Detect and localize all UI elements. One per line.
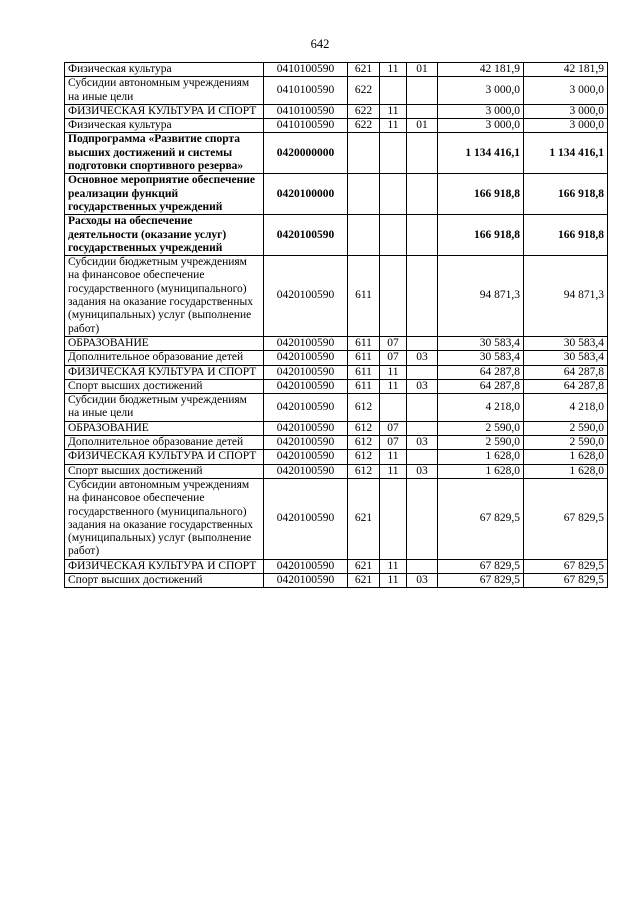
subsection-code	[407, 133, 438, 174]
section-code	[380, 133, 407, 174]
amount-year-2: 30 583,4	[524, 351, 608, 365]
table-row	[65, 119, 608, 133]
expense-type: 611	[348, 256, 380, 337]
row-name: ФИЗИЧЕСКАЯ КУЛЬТУРА И СПОРТ	[65, 559, 264, 573]
amount-year-1: 3 000,0	[438, 77, 524, 105]
amount-year-1: 64 287,8	[438, 365, 524, 379]
table-row	[65, 336, 608, 350]
table-row	[65, 77, 608, 105]
amount-year-2: 3 000,0	[524, 119, 608, 133]
table-row	[65, 394, 608, 422]
subsection-code	[407, 450, 438, 464]
row-name: Субсидии бюджетным учреждениям на иные цели	[65, 394, 264, 422]
amount-year-2: 94 871,3	[524, 256, 608, 337]
amount-year-1: 67 829,5	[438, 573, 524, 587]
amount-year-1: 67 829,5	[438, 478, 524, 559]
amount-year-1: 3 000,0	[438, 104, 524, 118]
section-code: 11	[380, 450, 407, 464]
amount-year-1: 3 000,0	[438, 119, 524, 133]
amount-year-2: 42 181,9	[524, 63, 608, 77]
expense-type: 622	[348, 104, 380, 118]
row-name: ОБРАЗОВАНИЕ	[65, 336, 264, 350]
amount-year-2: 30 583,4	[524, 336, 608, 350]
row-name: Основное мероприятие обеспечение реализации функций государственных учреждений	[65, 174, 264, 215]
expense-type: 611	[348, 336, 380, 350]
budget-table	[64, 62, 608, 588]
section-code: 11	[380, 119, 407, 133]
amount-year-1: 2 590,0	[438, 421, 524, 435]
target-code: 0420100590	[264, 336, 348, 350]
row-name: Спорт высших достижений	[65, 464, 264, 478]
table-row	[65, 365, 608, 379]
amount-year-1: 2 590,0	[438, 436, 524, 450]
subsection-code	[407, 77, 438, 105]
table-row	[65, 436, 608, 450]
subsection-code	[407, 336, 438, 350]
expense-type: 612	[348, 436, 380, 450]
amount-year-2: 2 590,0	[524, 421, 608, 435]
amount-year-1: 94 871,3	[438, 256, 524, 337]
row-name: ФИЗИЧЕСКАЯ КУЛЬТУРА И СПОРТ	[65, 365, 264, 379]
section-code: 11	[380, 365, 407, 379]
amount-year-2: 67 829,5	[524, 573, 608, 587]
amount-year-1: 64 287,8	[438, 379, 524, 393]
target-code: 0410100590	[264, 77, 348, 105]
amount-year-1: 166 918,8	[438, 215, 524, 256]
expense-type: 612	[348, 450, 380, 464]
amount-year-2: 67 829,5	[524, 559, 608, 573]
subsection-code	[407, 104, 438, 118]
expense-type: 611	[348, 379, 380, 393]
section-code	[380, 215, 407, 256]
row-name: ФИЗИЧЕСКАЯ КУЛЬТУРА И СПОРТ	[65, 450, 264, 464]
budget-table-body	[65, 63, 608, 588]
page-number: 642	[310, 37, 330, 51]
target-code: 0420100590	[264, 436, 348, 450]
target-code: 0420100590	[264, 421, 348, 435]
expense-type	[348, 133, 380, 174]
amount-year-2: 3 000,0	[524, 77, 608, 105]
amount-year-2: 166 918,8	[524, 215, 608, 256]
table-row	[65, 351, 608, 365]
subsection-code: 03	[407, 573, 438, 587]
amount-year-2: 64 287,8	[524, 379, 608, 393]
table-row	[65, 133, 608, 174]
target-code: 0420100590	[264, 559, 348, 573]
subsection-code: 01	[407, 119, 438, 133]
amount-year-1: 30 583,4	[438, 336, 524, 350]
subsection-code: 03	[407, 379, 438, 393]
section-code	[380, 256, 407, 337]
expense-type	[348, 215, 380, 256]
subsection-code	[407, 478, 438, 559]
row-name: Субсидии бюджетным учреждениям на финансовое обеспечение государственного (муниципального) задания на оказание государственных (муниципальных) услуг (выполнение работ)	[65, 256, 264, 337]
amount-year-2: 1 628,0	[524, 464, 608, 478]
expense-type: 612	[348, 421, 380, 435]
expense-type: 612	[348, 464, 380, 478]
target-code: 0420100590	[264, 464, 348, 478]
amount-year-2: 1 628,0	[524, 450, 608, 464]
section-code: 07	[380, 421, 407, 435]
target-code: 0410100590	[264, 104, 348, 118]
subsection-code	[407, 559, 438, 573]
target-code: 0420100590	[264, 379, 348, 393]
target-code: 0410100590	[264, 119, 348, 133]
amount-year-2: 4 218,0	[524, 394, 608, 422]
expense-type: 622	[348, 77, 380, 105]
section-code: 07	[380, 336, 407, 350]
section-code: 11	[380, 63, 407, 77]
target-code: 0420100590	[264, 573, 348, 587]
amount-year-2: 1 134 416,1	[524, 133, 608, 174]
section-code	[380, 174, 407, 215]
target-code: 0420100000	[264, 174, 348, 215]
table-row	[65, 450, 608, 464]
section-code: 11	[380, 559, 407, 573]
amount-year-1: 1 628,0	[438, 464, 524, 478]
expense-type: 621	[348, 573, 380, 587]
row-name: ОБРАЗОВАНИЕ	[65, 421, 264, 435]
table-row	[65, 63, 608, 77]
expense-type	[348, 174, 380, 215]
expense-type: 612	[348, 394, 380, 422]
target-code: 0420100590	[264, 351, 348, 365]
subsection-code	[407, 256, 438, 337]
table-row	[65, 215, 608, 256]
amount-year-2: 2 590,0	[524, 436, 608, 450]
expense-type: 622	[348, 119, 380, 133]
section-code	[380, 394, 407, 422]
row-name: Субсидии автономным учреждениям на финансовое обеспечение государственного (муниципального) задания на оказание государственных (муниципальных) услуг (выполнение работ)	[65, 478, 264, 559]
expense-type: 621	[348, 63, 380, 77]
table-row	[65, 559, 608, 573]
row-name: Физическая культура	[65, 63, 264, 77]
amount-year-2: 166 918,8	[524, 174, 608, 215]
amount-year-1: 42 181,9	[438, 63, 524, 77]
section-code: 11	[380, 379, 407, 393]
row-name: Физическая культура	[65, 119, 264, 133]
expense-type: 621	[348, 559, 380, 573]
subsection-code: 03	[407, 464, 438, 478]
target-code: 0420100590	[264, 394, 348, 422]
subsection-code: 03	[407, 351, 438, 365]
table-row	[65, 421, 608, 435]
row-name: Субсидии автономным учреждениям на иные цели	[65, 77, 264, 105]
expense-type: 611	[348, 365, 380, 379]
expense-type: 611	[348, 351, 380, 365]
subsection-code: 03	[407, 436, 438, 450]
table-row	[65, 256, 608, 337]
expense-type: 621	[348, 478, 380, 559]
amount-year-2: 67 829,5	[524, 478, 608, 559]
amount-year-1: 67 829,5	[438, 559, 524, 573]
row-name: ФИЗИЧЕСКАЯ КУЛЬТУРА И СПОРТ	[65, 104, 264, 118]
row-name: Спорт высших достижений	[65, 379, 264, 393]
row-name: Расходы на обеспечение деятельности (оказание услуг) государственных учреждений	[65, 215, 264, 256]
amount-year-1: 166 918,8	[438, 174, 524, 215]
target-code: 0420100590	[264, 256, 348, 337]
section-code: 11	[380, 573, 407, 587]
target-code: 0420100590	[264, 450, 348, 464]
row-name: Дополнительное образование детей	[65, 436, 264, 450]
subsection-code	[407, 365, 438, 379]
amount-year-2: 64 287,8	[524, 365, 608, 379]
table-row	[65, 478, 608, 559]
amount-year-1: 1 628,0	[438, 450, 524, 464]
target-code: 0420100590	[264, 215, 348, 256]
row-name: Дополнительное образование детей	[65, 351, 264, 365]
table-row	[65, 174, 608, 215]
amount-year-1: 4 218,0	[438, 394, 524, 422]
table-row	[65, 464, 608, 478]
section-code: 11	[380, 104, 407, 118]
target-code: 0420100590	[264, 365, 348, 379]
subsection-code	[407, 421, 438, 435]
subsection-code: 01	[407, 63, 438, 77]
target-code: 0410100590	[264, 63, 348, 77]
amount-year-2: 3 000,0	[524, 104, 608, 118]
amount-year-1: 1 134 416,1	[438, 133, 524, 174]
subsection-code	[407, 174, 438, 215]
subsection-code	[407, 215, 438, 256]
target-code: 0420000000	[264, 133, 348, 174]
section-code	[380, 478, 407, 559]
target-code: 0420100590	[264, 478, 348, 559]
section-code: 07	[380, 351, 407, 365]
row-name: Спорт высших достижений	[65, 573, 264, 587]
table-row	[65, 104, 608, 118]
table-row	[65, 379, 608, 393]
amount-year-1: 30 583,4	[438, 351, 524, 365]
row-name: Подпрограмма «Развитие спорта высших достижений и системы подготовки спортивного резерва»	[65, 133, 264, 174]
table-row	[65, 573, 608, 587]
section-code	[380, 77, 407, 105]
section-code: 07	[380, 436, 407, 450]
subsection-code	[407, 394, 438, 422]
section-code: 11	[380, 464, 407, 478]
